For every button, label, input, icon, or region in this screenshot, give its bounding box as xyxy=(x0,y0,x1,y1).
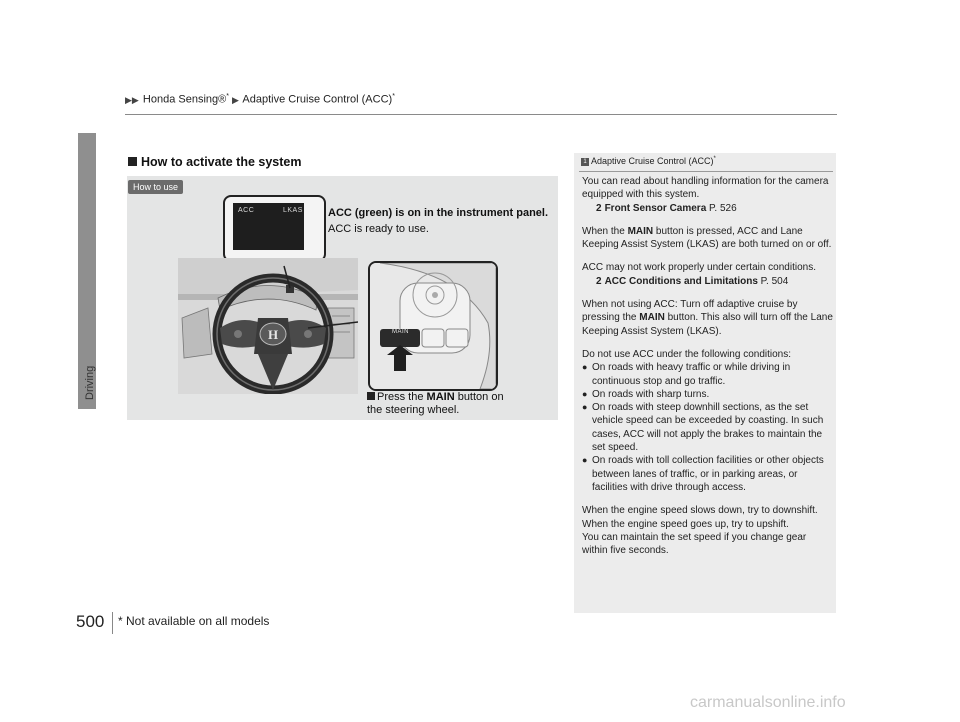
note-p3: ACC may not work properly under certain conditions. xyxy=(582,262,816,274)
section-title xyxy=(128,155,301,169)
list-item: ● On roads with toll collection facilities or other objects between lanes of traffic, or in parking areas, or facilities with drive through access. xyxy=(582,454,834,494)
caption2-pre: Press the xyxy=(377,391,427,403)
note-p2-post: button is pressed, ACC and Lane Keeping Assist System (LKAS) are both turned on or off. xyxy=(582,225,832,251)
ref1-title: Front Sensor Camera xyxy=(604,202,707,214)
not-all-models-mark: * xyxy=(713,156,716,162)
breadcrumb-item-acc[interactable]: Adaptive Cruise Control (ACC) xyxy=(242,93,393,106)
footer-rule xyxy=(112,612,113,634)
note-heading xyxy=(581,156,716,166)
breadcrumb-arrow-icon: ▶ xyxy=(232,94,239,105)
note-paragraph xyxy=(582,261,834,288)
caption2-bold: MAIN xyxy=(426,391,455,403)
steering-wheel-illustration xyxy=(178,258,358,394)
button-closeup-illustration xyxy=(370,263,496,389)
reference-arrow-icon: 2 xyxy=(596,275,602,287)
page-number: 500 xyxy=(76,612,105,631)
caption-square-icon xyxy=(367,392,375,400)
note-paragraph xyxy=(582,175,834,215)
note-number-badge: 1 xyxy=(581,158,589,166)
lkas-indicator: LKAS xyxy=(283,207,303,214)
ref-link-front-sensor-camera[interactable] xyxy=(582,202,834,215)
section-square-icon xyxy=(128,157,137,166)
ref-link-acc-conditions[interactable] xyxy=(582,275,834,288)
note-paragraph xyxy=(582,298,834,338)
conditions-list xyxy=(582,361,834,494)
note-p4-pre: When not using ACC: Turn off adaptive cruise by pressing the xyxy=(582,299,798,324)
note-p1: You can read about handling information for the camera equipped with this system. xyxy=(582,176,829,201)
not-all-models-mark: * xyxy=(226,93,229,100)
note-rule xyxy=(579,171,833,172)
note-p2-pre: When the xyxy=(582,225,628,237)
caption2-post: button on xyxy=(454,391,504,403)
section-title-text: How to activate the system xyxy=(141,155,302,169)
press-main-caption xyxy=(367,391,504,417)
indicator-caption-line2: ACC is ready to use. xyxy=(328,223,429,235)
how-to-use-badge: How to use xyxy=(128,180,183,194)
not-all-models-mark: * xyxy=(392,93,395,100)
list-item: ● On roads with heavy traffic or while driving in continuous stop and go traffic. xyxy=(582,361,834,388)
note-p4-bold: MAIN xyxy=(639,312,665,324)
breadcrumb-arrow-icon: ▶▶ xyxy=(125,94,139,105)
note-p5: Do not use ACC under the following conditions: xyxy=(582,348,792,360)
reference-arrow-icon: 2 xyxy=(596,202,602,214)
indicator-caption xyxy=(328,205,548,237)
ref1-page: P. 526 xyxy=(706,202,737,214)
footnote: * Not available on all models xyxy=(118,614,270,628)
note-p6c: You can maintain the set speed if you change gear within five seconds. xyxy=(582,531,807,557)
acc-indicator: ACC xyxy=(238,207,255,214)
main-button[interactable]: MAIN xyxy=(392,329,409,335)
note-p4-post: button. This also will turn off the Lane Keeping Assist System (LKAS). xyxy=(582,312,833,337)
ref2-title: ACC Conditions and Limitations xyxy=(604,275,758,287)
ref2-page: P. 504 xyxy=(757,275,789,287)
list-item: ● On roads with sharp turns. xyxy=(582,388,834,401)
note-p2-bold: MAIN xyxy=(627,225,654,237)
main-button-closeup xyxy=(368,261,498,391)
breadcrumb-item-honda-sensing[interactable]: Honda Sensing® xyxy=(142,93,227,106)
svg-text:H: H xyxy=(267,327,279,342)
note-heading-text: Adaptive Cruise Control (ACC) xyxy=(591,156,714,166)
caption2-line2: the steering wheel. xyxy=(367,404,460,416)
breadcrumb xyxy=(125,93,395,106)
chapter-tab-label: Driving xyxy=(84,365,96,400)
note-paragraph xyxy=(582,225,834,252)
note-p6a: When the engine speed slows down, try to downshift. xyxy=(582,505,818,517)
header-rule xyxy=(125,114,837,115)
indicator-caption-bold: ACC (green) is on in the instrument panel. xyxy=(328,207,549,219)
list-item: ● On roads with steep downhill sections, as the set vehicle speed can be exceeded by coasting. In such cases, ACC will not apply the brakes to maintain the set speed. xyxy=(582,401,834,454)
note-body xyxy=(582,175,834,557)
note-p6b: When the engine speed goes up, try to upshift. xyxy=(582,518,789,530)
watermark: carmanualsonline.info xyxy=(690,694,846,711)
